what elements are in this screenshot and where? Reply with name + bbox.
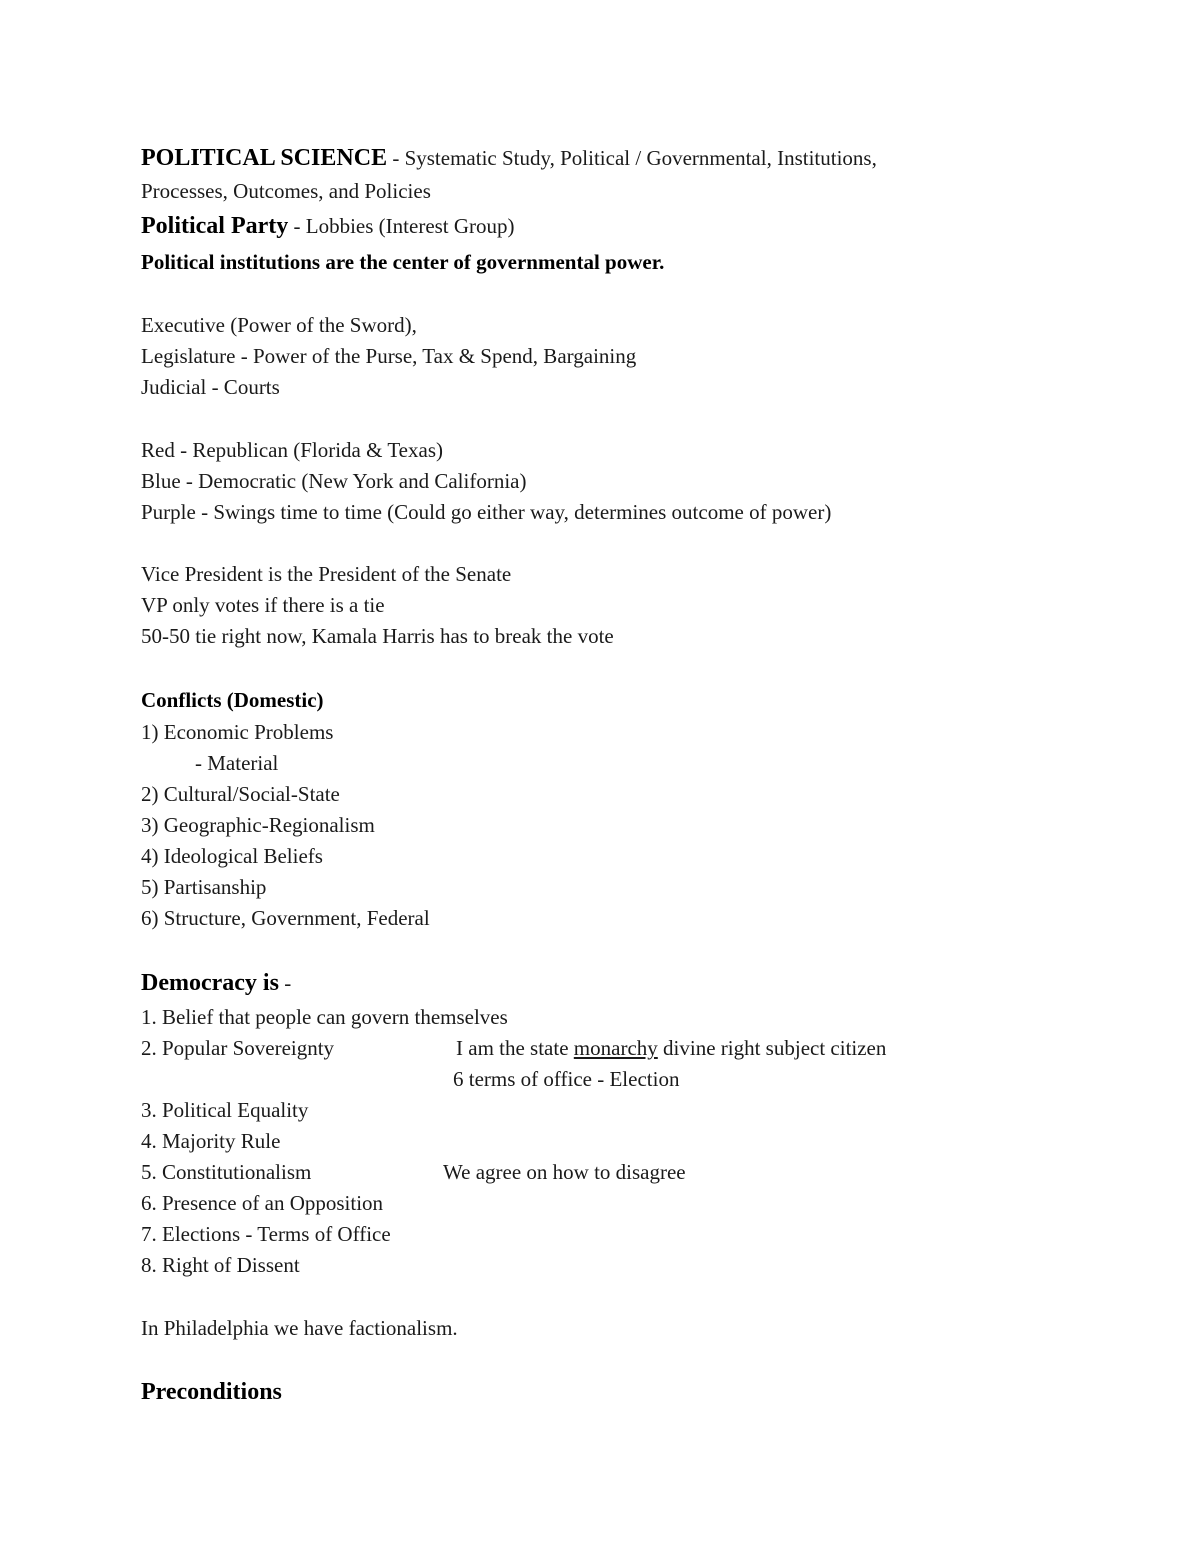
monarchy-note-pre: I am the state <box>456 1036 574 1060</box>
branch-judicial: Judicial - Courts <box>141 375 280 399</box>
conflict-item: 3) Geographic-Regionalism <box>141 813 375 837</box>
democracy-item: 4. Majority Rule <box>141 1129 281 1153</box>
terms-note: 6 terms of office - Election <box>453 1067 680 1091</box>
title-continuation: Processes, Outcomes, and Policies <box>141 179 431 203</box>
party-bold: Political Party <box>141 213 289 239</box>
democracy-item: 3. Political Equality <box>141 1098 309 1122</box>
conflict-item: 1) Economic Problems <box>141 720 334 744</box>
factionalism-note: In Philadelphia we have factionalism. <box>141 1316 458 1340</box>
branch-legislature: Legislature - Power of the Purse, Tax & Spend, Bargaining <box>141 344 637 368</box>
monarchy-note <box>456 1035 886 1061</box>
conflict-subitem: - Material <box>195 751 279 775</box>
title-line <box>141 145 877 171</box>
institutions-statement: Political institutions are the center of governmental power. <box>141 250 665 274</box>
democracy-item: 5. Constitutionalism <box>141 1160 312 1184</box>
color-blue: Blue - Democratic (New York and California) <box>141 469 527 493</box>
party-rest: - Lobbies (Interest Group) <box>288 214 515 238</box>
senate-line: 50-50 tie right now, Kamala Harris has to break the vote <box>141 624 614 648</box>
title-rest: - Systematic Study, Political / Governmental, Institutions, <box>387 146 877 170</box>
conflict-item: 6) Structure, Government, Federal <box>141 906 430 930</box>
color-purple: Purple - Swings time to time (Could go either way, determines outcome of power) <box>141 500 832 524</box>
disagree-note: We agree on how to disagree <box>443 1160 686 1184</box>
branch-executive: Executive (Power of the Sword), <box>141 313 417 337</box>
conflict-item: 2) Cultural/Social-State <box>141 782 340 806</box>
democracy-item: 8. Right of Dissent <box>141 1253 300 1277</box>
democracy-heading <box>141 970 291 996</box>
democracy-heading-bold: Democracy is <box>141 970 279 996</box>
title-bold: POLITICAL SCIENCE <box>141 145 388 171</box>
conflicts-heading: Conflicts (Domestic) <box>141 688 324 712</box>
democracy-item: 7. Elections - Terms of Office <box>141 1222 391 1246</box>
democracy-item: 1. Belief that people can govern themselves <box>141 1005 508 1029</box>
senate-line: VP only votes if there is a tie <box>141 593 385 617</box>
democracy-item: 6. Presence of an Opposition <box>141 1191 384 1215</box>
democracy-item: 2. Popular Sovereignty <box>141 1036 335 1060</box>
monarchy-underlined: monarchy <box>573 1036 658 1060</box>
monarchy-note-post: divine right subject citizen <box>657 1036 887 1060</box>
preconditions-heading: Preconditions <box>141 1379 282 1405</box>
party-line <box>141 213 515 239</box>
democracy-heading-rest: - <box>278 971 292 995</box>
conflict-item: 5) Partisanship <box>141 875 267 899</box>
conflict-item: 4) Ideological Beliefs <box>141 844 323 868</box>
color-red: Red - Republican (Florida & Texas) <box>141 438 443 462</box>
senate-line: Vice President is the President of the Senate <box>141 562 512 586</box>
